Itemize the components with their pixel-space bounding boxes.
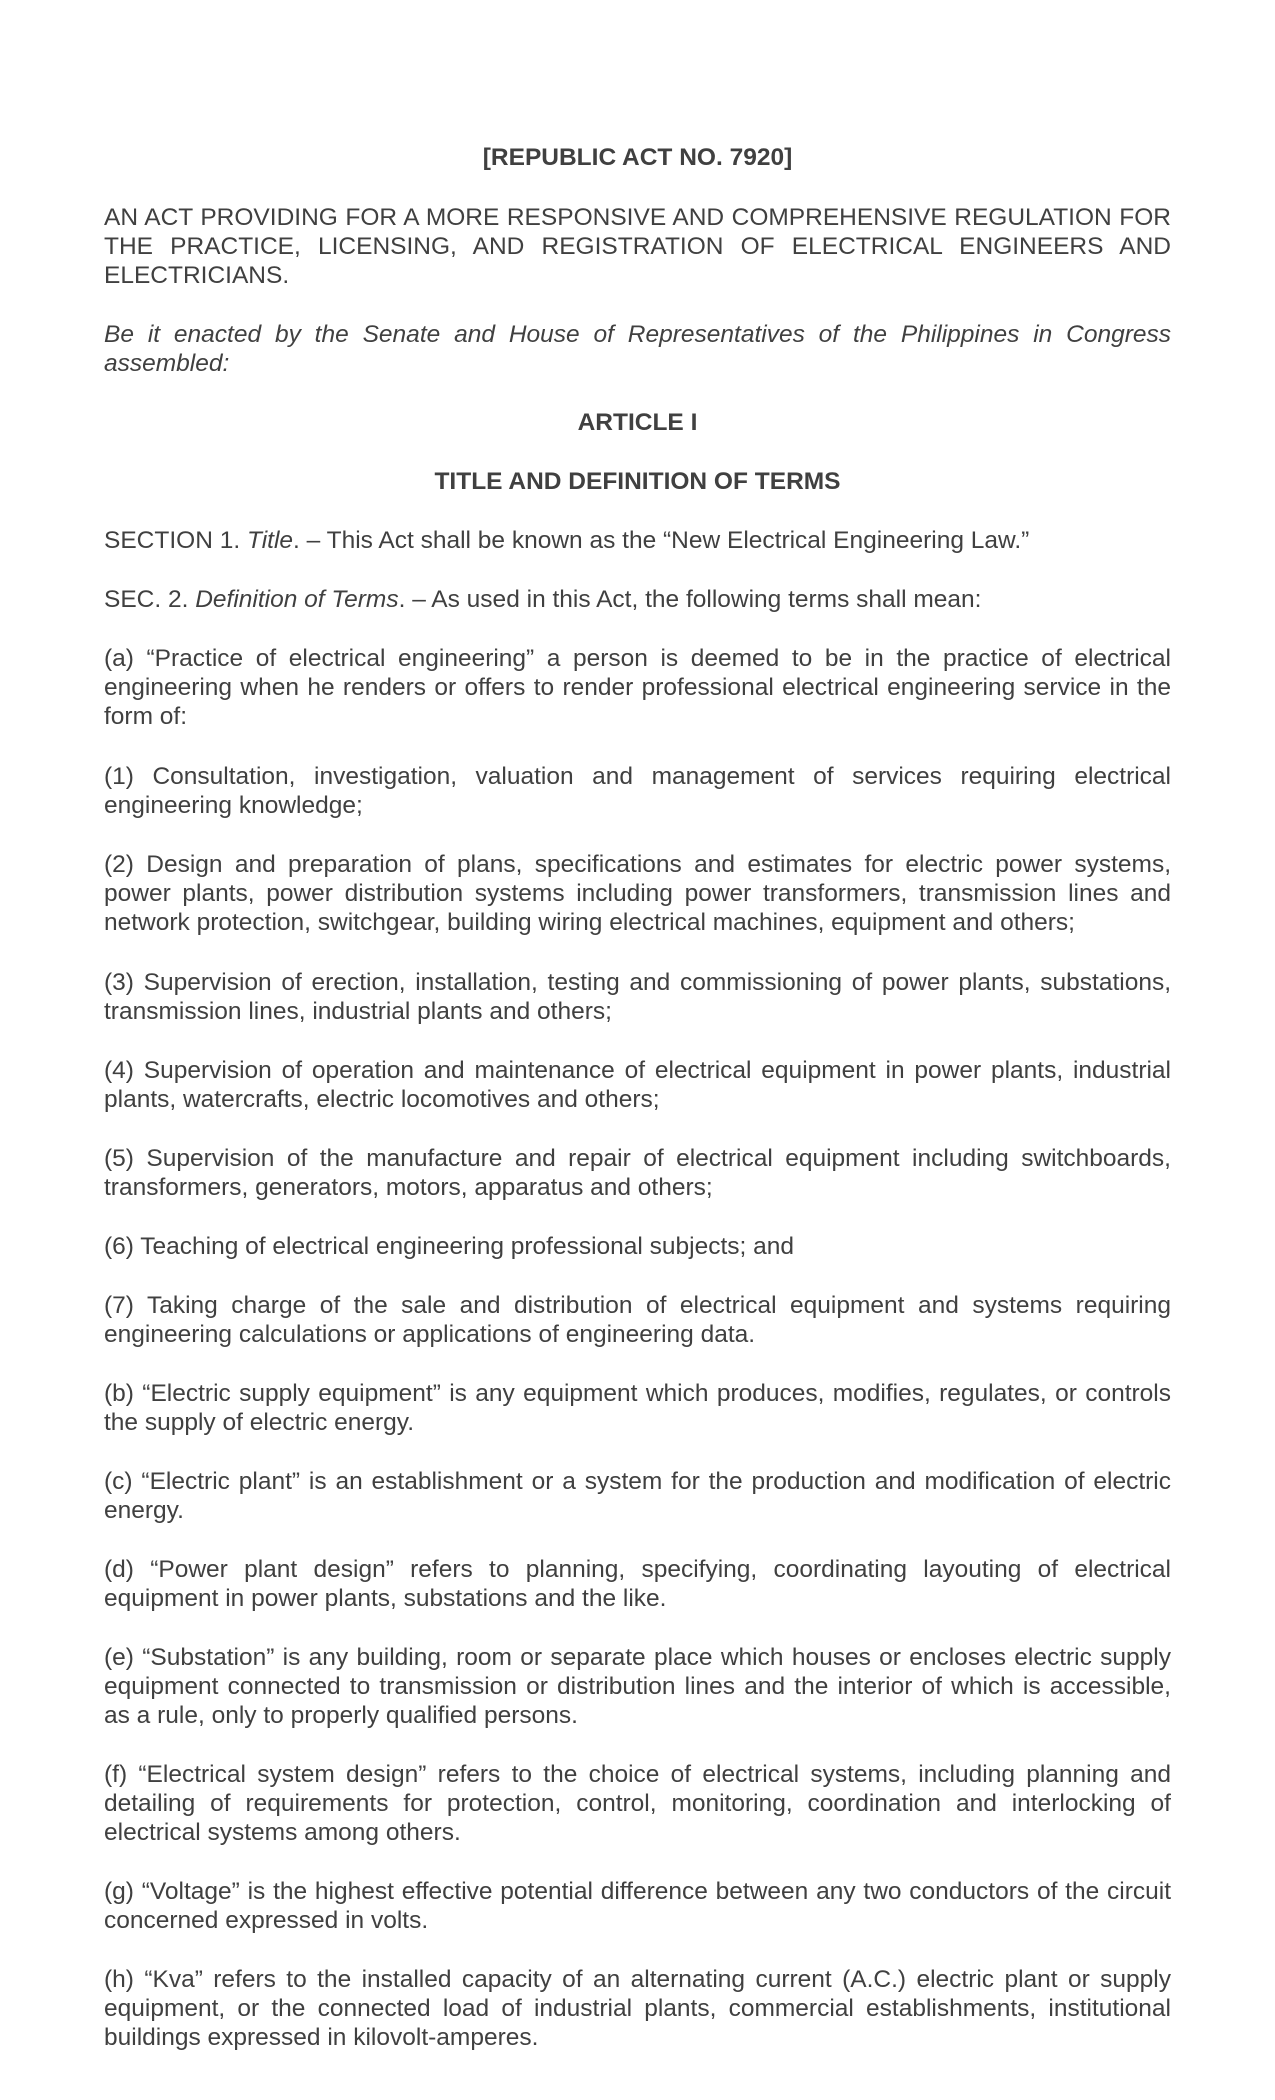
article-title: TITLE AND DEFINITION OF TERMS (434, 468, 841, 495)
paragraph-4: (4) Supervision of operation and maintenance of electrical equipment in power plants, industrial plants, watercrafts, electric locomotives and others; (104, 1057, 1171, 1113)
section-2-text: . – As used in this Act, the following terms shall mean: (398, 586, 982, 613)
article-heading: ARTICLE I (577, 409, 698, 436)
enacting-clause: Be it enacted by the Senate and House of Representatives of the Philippines in Congress assembled: (104, 321, 1171, 377)
section-1-text: . – This Act shall be known as the “New Electrical Engineering Law.” (293, 527, 1030, 554)
paragraph-d: (d) “Power plant design” refers to planning, specifying, coordinating layouting of electrical equipment in power plants, substations and the like. (104, 1556, 1171, 1612)
paragraph-3: (3) Supervision of erection, installation, testing and commissioning of power plants, substations, transmission lines, industrial plants and others; (104, 969, 1171, 1025)
act-number-header: [REPUBLIC ACT NO. 7920] (482, 144, 793, 171)
paragraph-h: (h) “Kva” refers to the installed capacity of an alternating current (A.C.) electric plant or supply equipment, or the connected load of industrial plants, commercial establishments, institutional buildings expressed in kilovolt-amperes. (104, 1966, 1171, 2051)
section-1-prefix: SECTION 1. (104, 527, 247, 554)
paragraph-2: (2) Design and preparation of plans, specifications and estimates for electric power systems, power plants, power distribution systems including power transformers, transmission lines and network protection, switchgear, building wiring electrical machines, equipment and others; (104, 851, 1171, 936)
paragraph-g: (g) “Voltage” is the highest effective potential difference between any two conductors of the circuit concerned expressed in volts. (104, 1878, 1171, 1934)
act-title: AN ACT PROVIDING FOR A MORE RESPONSIVE AND COMPREHENSIVE REGULATION FOR THE PRACTICE, LICENSING, AND REGISTRATION OF ELECTRICAL ENGINEERS AND ELECTRICIANS. (104, 204, 1171, 289)
paragraph-7: (7) Taking charge of the sale and distribution of electrical equipment and systems requiring engineering calculations or applications of engineering data. (104, 1292, 1171, 1348)
paragraph-f: (f) “Electrical system design” refers to the choice of electrical systems, including planning and detailing of requirements for protection, control, monitoring, coordination and interlocking of electrical systems among others. (104, 1761, 1171, 1846)
section-2 (104, 585, 1171, 614)
paragraph-b: (b) “Electric supply equipment” is any equipment which produces, modifies, regulates, or controls the supply of electric energy. (104, 1380, 1171, 1436)
paragraph-a: (a) “Practice of electrical engineering” a person is deemed to be in the practice of electrical engineering when he renders or offers to render professional electrical engineering service in the form of: (104, 645, 1171, 730)
section-2-prefix: SEC. 2. (104, 586, 196, 613)
paragraph-1: (1) Consultation, investigation, valuation and management of services requiring electrical engineering knowledge; (104, 763, 1171, 819)
paragraph-6: (6) Teaching of electrical engineering professional subjects; and (104, 1233, 795, 1260)
section-1 (104, 526, 1171, 555)
paragraph-e: (e) “Substation” is any building, room or separate place which houses or encloses electric supply equipment connected to transmission or distribution lines and the interior of which is accessible, as a rule, only to properly qualified persons. (104, 1644, 1171, 1729)
section-1-heading: Title (246, 527, 294, 554)
paragraph-c: (c) “Electric plant” is an establishment or a system for the production and modification of electric energy. (104, 1468, 1171, 1524)
section-2-heading: Definition of Terms (195, 586, 399, 613)
paragraph-5: (5) Supervision of the manufacture and repair of electrical equipment including switchboards, transformers, generators, motors, apparatus and others; (104, 1145, 1171, 1201)
